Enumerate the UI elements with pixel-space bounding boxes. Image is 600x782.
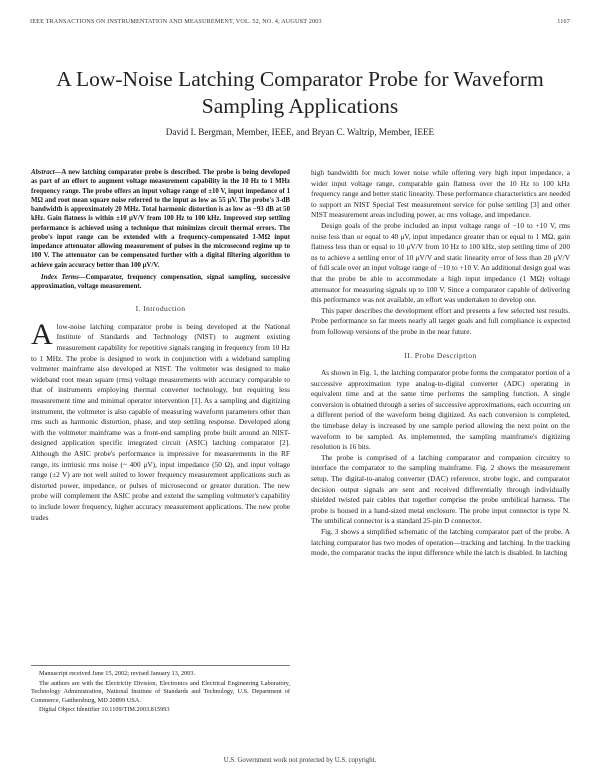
footnote-affiliation: The authors are with the Electricity Division, Electronics and Electrical Engineering Laboratory, Technology Administration, National Institute of Standards and Technology, U.S. Department of Commerce, Gaithersburg, MD 20899 USA. [31, 679, 290, 704]
index-terms [31, 273, 290, 292]
copyright-notice: U.S. Government work not protected by U.S. copyright. [223, 757, 377, 764]
abstract-text: A new latching comparator probe is described. The probe is being developed as part of an effort to augment voltage measurement capability in the 10 Hz to 1 MHz frequency range. The probe offers an input voltage range of ±10 V, input impedance of 1 MΩ and root mean square noise referred to the input as low as 55 μV. The probe's 3-dB bandwidth is approximately 20 MHz. Total harmonic distortion is as low as −93 dB at 50 kHz. Gain flatness is within ±10 μV/V from 100 Hz to 100 kHz. Improved step settling performance is achieved using a technique that minimizes circuit thermal errors. The probe's input range can be extended with a frequency-compensated 1-MΩ input impedance attenuator allowing measurement of pulses in the microsecond regime up to 100 V. The attenuator can be compensated further with a digital filtering algorithm to achieve gain accuracy better than 100 μV/V. [31, 169, 290, 269]
left-column [31, 168, 290, 523]
section-heading-introduction: I. Introduction [135, 304, 186, 314]
abstract [31, 168, 290, 270]
probe-paragraph-2: The probe is comprised of a latching comparator and companion circuitry to interface the comparator to the sampling mainframe. Fig. 2 shows the measurement setup. The digital-to-analog converter (DAC) reference, strobe logic, and comparator decision output signals are sent and received differentially through individually shielded twisted pair cables that together comprise the probe umbilical harness. The probe is housed in a hand-sized metal enclosure. The probe input connector is type N. The umbilical connector is a standard 25-pin D connector. [311, 452, 570, 526]
footnotes [31, 665, 290, 716]
paper-title: A Low-Noise Latching Comparator Probe for Waveform Sampling Applications [56, 67, 544, 118]
intro-paragraph-1-text: low-noise latching comparator probe is being developed at the National Institute of Standards and Technology (NIST) to augment existing measurement capability for repetitive signals ranging in frequency from 10 Hz to 1 MHz. The probe is designed to work in conjunction with a wideband sampling voltmeter mainframe also developed at NIST. The voltmeter was designed to make wideband root mean square (rms) voltage measurements with accuracy comparable to that of instruments employing thermal converter technology, but requiring less measurement time and minimal operator intervention [1]. As a sampling and digitizing instrument, the voltmeter is also capable of measuring waveform parameters other than rms such as harmonic distortion, phase, and step settling response. Developed along with the voltmeter mainframe was a front-end sampling probe built around an NIST-designed application specific integrated circuit (ASIC) latching comparator [2]. Although the ASIC probe's performance is impressive for measurements in the RF range, its intrinsic rms noise (~ 400 μV), input impedance (50 Ω), and input voltage range (±2 V) are not well suited to lower frequency measurement applications such as distorted power, impedance, or pulses of microsecond or greater duration. The new probe will complement the ASIC probe and extend the sampling voltmeter's capability to include lower frequency, higher accuracy measurement applications. The new probe trades [31, 321, 290, 522]
intro-paragraph-4: This paper describes the development effort and presents a few selected test results. Probe performance so far meets nearly all target goals and full compliance is expected from followup versions of the probe in the near future. [311, 305, 570, 336]
footnote-doi: Digital Object Identifier 10.1109/TIM.2003.815993 [39, 706, 170, 713]
index-terms-text: Comparator, frequency compensation, signal sampling, successive approximation, voltage measurement. [31, 273, 290, 290]
right-column [311, 168, 570, 559]
abstract-lead: Abstract— [31, 169, 62, 176]
footnote-received: Manuscript received June 15, 2002; revised January 13, 2003. [39, 670, 196, 677]
probe-paragraph-3: Fig. 3 shows a simplified schematic of the latching comparator part of the probe. A latching comparator has two modes of operation—tracking and latching. In the tracking mode, the comparator tracks the input difference while the latch is disabled. In latching [311, 527, 570, 558]
journal-name: IEEE TRANSACTIONS ON INSTRUMENTATION AND MEASUREMENT, VOL. 52, NO. 4, AUGUST 2003 [30, 18, 322, 25]
intro-paragraph-2: high bandwidth for much lower noise while offering very high input impedance, a wider input voltage range, comparable gain flatness over the 10 Hz to 100 kHz frequency range and better static linearity. These performance characteristics are needed to support an NIST Special Test measurement service for pulse settling [3] and other NIST measurement areas including power, ac rms voltage, and impedance. [311, 168, 570, 220]
probe-paragraph-1: As shown in Fig. 1, the latching comparator probe forms the comparator portion of a successive approximation type analog-to-digital converter (ADC) operating in equivalent time and at the same time performs the sampling function. A single conversion is obtained through a series of successive approximations, each occurring on a different period of the waveform being digitized. As each conversion is completed, the timebase delay is increased by one sample period allowing the next point on the waveform to be sampled. As implemented, the sampling mainframe's digitizing resolution is 16 bits. [311, 368, 570, 452]
page-number: 1167 [557, 18, 570, 25]
intro-paragraph-1 [31, 317, 290, 523]
author-line: David I. Bergman, Member, IEEE, and Bryan C. Waltrip, Member, IEEE [165, 127, 435, 137]
intro-paragraph-3: Design goals of the probe included an input voltage range of −10 to +10 V, rms noise less than or equal to 40 μV, input impedance greater than or equal to 1 MΩ, gain flatness less than or equal to 10 μV/V from 10 Hz to 100 kHz, step settling time of 200 ns to achieve a settling error of 10 μV/V and static linearity error of less than 20 μV/V of full scale over an input voltage range of −10 to +10 V. An additional design goal was that the probe be able to accommodate a high input impedance (1 MΩ) voltage attenuator for measuring signals up to 100 V. Since a comparator capable of delivering this performance was not available, an effort was undertaken to develop one. [311, 220, 570, 305]
dropcap-letter: A [31, 317, 53, 351]
section-heading-probe-description: II. Probe Description [404, 350, 477, 360]
index-terms-lead: Index Terms— [41, 273, 86, 281]
running-head [30, 18, 570, 25]
